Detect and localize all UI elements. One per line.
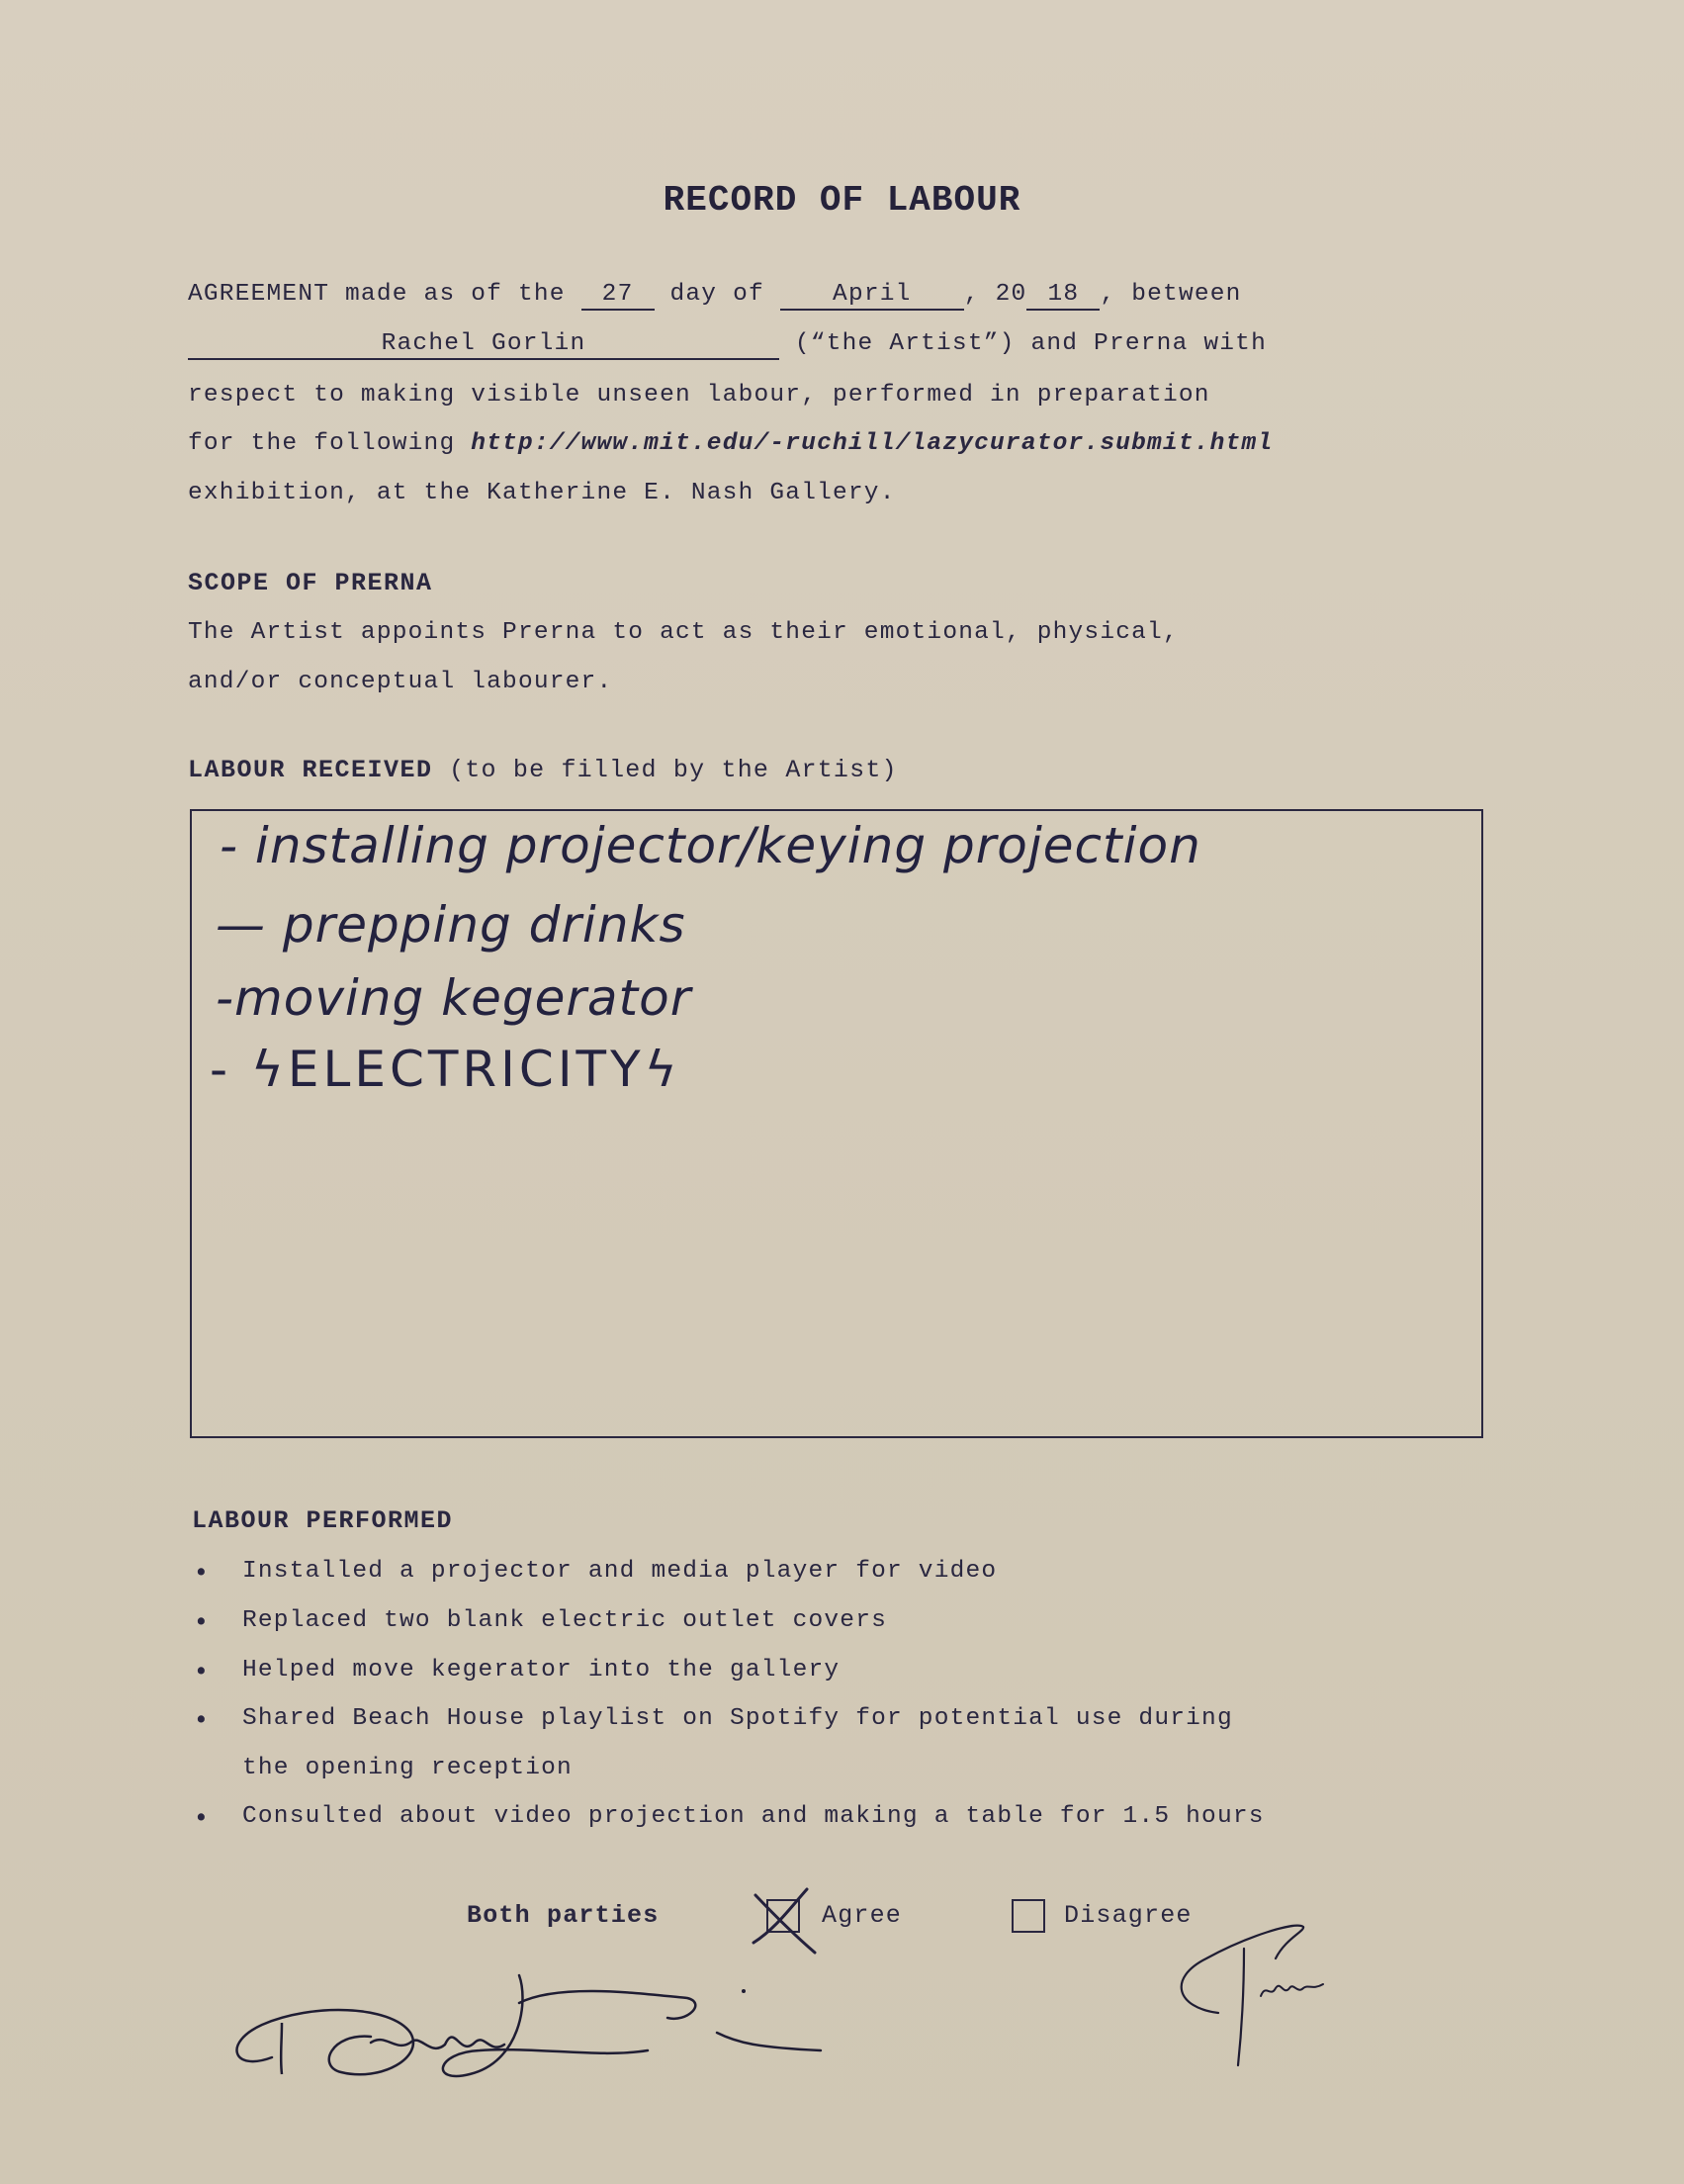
labour-item: Replaced two blank electric outlet covers xyxy=(242,1607,887,1634)
disagree-label: Disagree xyxy=(1064,1901,1193,1930)
handwritten-entry: - installing projector/keying projection xyxy=(220,817,1201,874)
agreement-line-3: respect to making visible unseen labour, performed in preparation xyxy=(188,382,1210,409)
labour-item: Shared Beach House playlist on Spotify for potential use during xyxy=(242,1705,1233,1732)
artist-name-field[interactable]: Rachel Gorlin xyxy=(188,331,779,360)
labour-received-title: LABOUR RECEIVED xyxy=(188,756,433,784)
agreement-prefix: AGREEMENT made as of the xyxy=(188,281,566,308)
scope-heading: SCOPE OF PRERNA xyxy=(188,569,433,597)
agreement-line-2 xyxy=(188,330,1267,360)
consent-row xyxy=(0,1897,1684,1956)
labour-received-note: (to be filled by the Artist) xyxy=(449,756,898,784)
labour-received-heading xyxy=(188,756,898,784)
bullet-icon: • xyxy=(194,1657,209,1685)
bullet-icon: • xyxy=(194,1803,209,1832)
checkmark-x-icon xyxy=(750,1885,819,1956)
day-field[interactable]: 27 xyxy=(581,282,655,311)
disagree-checkbox[interactable] xyxy=(1012,1899,1045,1933)
handwritten-entry: - ϟELECTRICITYϟ xyxy=(210,1041,681,1098)
both-parties-label: Both parties xyxy=(467,1901,660,1930)
year-field[interactable]: 18 xyxy=(1026,282,1100,311)
year-prefix: , 20 xyxy=(963,281,1027,308)
month-field[interactable]: April xyxy=(780,282,964,311)
bullet-icon: • xyxy=(194,1558,209,1587)
the-artist-text: (“the Artist”) and Prerna with xyxy=(794,330,1267,357)
bullet-icon: • xyxy=(194,1607,209,1636)
agreement-line-1 xyxy=(188,281,1242,311)
labour-item: Helped move kegerator into the gallery xyxy=(242,1657,841,1684)
labour-item: Consulted about video projection and making a table for 1.5 hours xyxy=(242,1803,1265,1830)
exhibition-url: http://www.mit.edu/-ruchill/lazycurator.submit.html xyxy=(471,430,1274,457)
labour-item: Installed a projector and media player for video xyxy=(242,1558,998,1585)
artist-signature-icon xyxy=(222,1963,836,2102)
agreement-line-4 xyxy=(188,430,1273,457)
day-of-text: day of xyxy=(669,281,764,308)
agree-label: Agree xyxy=(822,1901,903,1930)
between-text: , between xyxy=(1100,281,1242,308)
document-title: RECORD OF LABOUR xyxy=(663,180,1021,221)
scope-line-2: and/or conceptual labourer. xyxy=(188,669,613,695)
labour-item-continued: the opening reception xyxy=(242,1755,573,1781)
handwritten-entry: -moving kegerator xyxy=(216,969,692,1027)
handwritten-entry: — prepping drinks xyxy=(216,896,686,954)
labour-performed-heading: LABOUR PERFORMED xyxy=(192,1506,454,1535)
bullet-icon: • xyxy=(194,1705,209,1734)
scope-line-1: The Artist appoints Prerna to act as their emotional, physical, xyxy=(188,619,1179,646)
line4-prefix: for the following xyxy=(188,430,456,457)
prerna-signature-icon xyxy=(1167,1919,1345,2067)
agreement-line-5: exhibition, at the Katherine E. Nash Gallery. xyxy=(188,480,896,506)
